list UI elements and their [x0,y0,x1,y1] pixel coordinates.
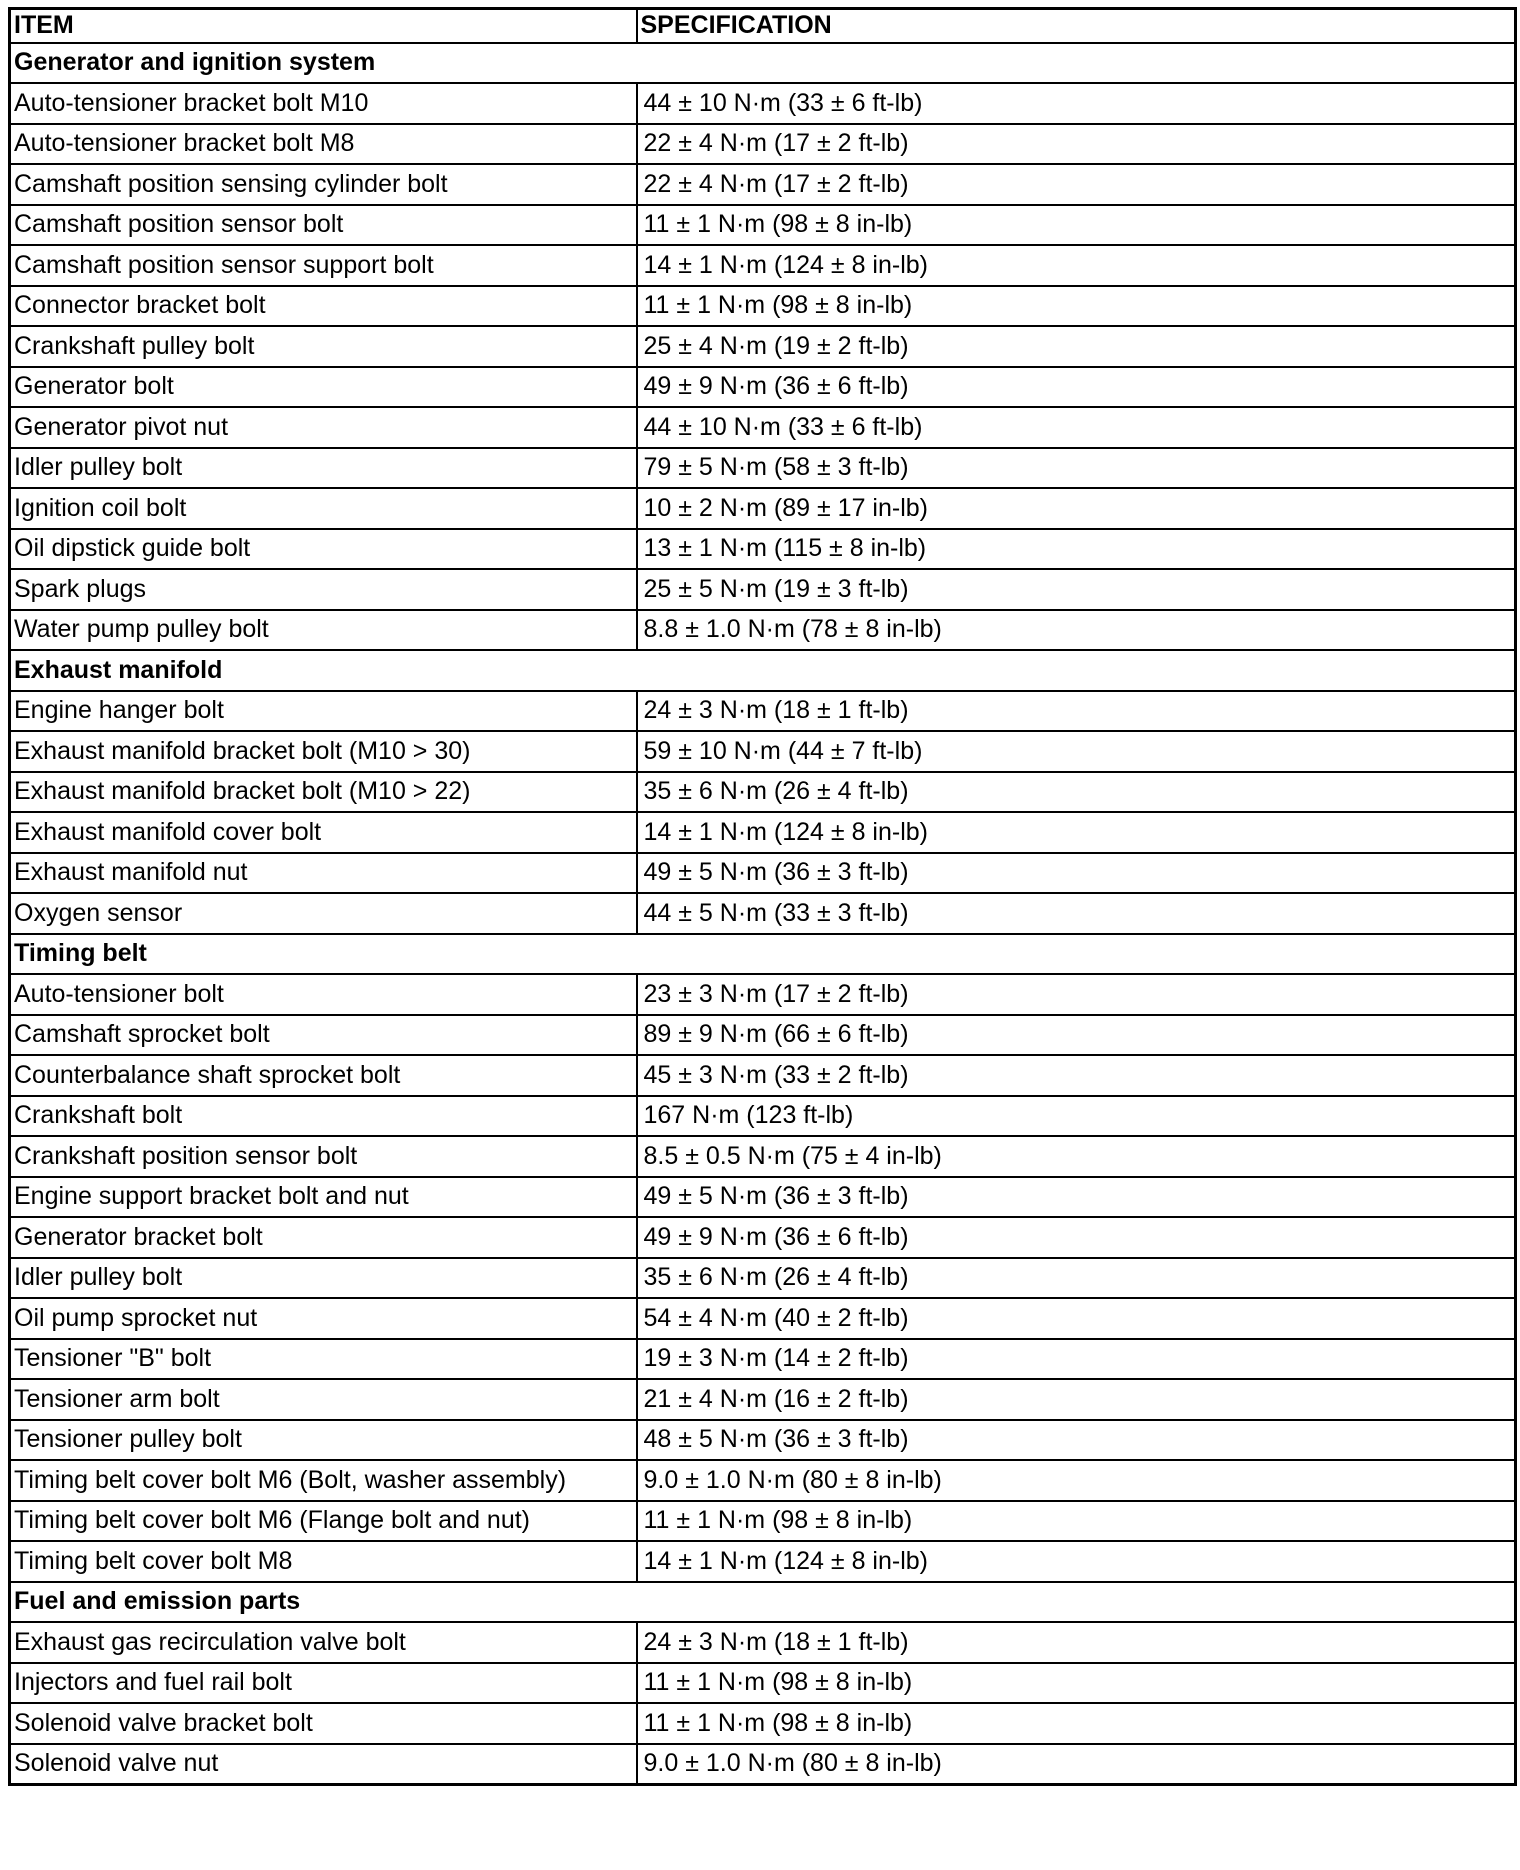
table-row [10,245,1516,286]
item-cell: Oil dipstick guide bolt [10,529,637,570]
specification-cell: 79 ± 5 N·m (58 ± 3 ft-lb) [637,448,1516,489]
table-row [10,974,1516,1015]
section-row [10,43,1516,84]
item-cell: Crankshaft pulley bolt [10,326,637,367]
specification-cell: 21 ± 4 N·m (16 ± 2 ft-lb) [637,1379,1516,1420]
table-row [10,731,1516,772]
specification-cell: 24 ± 3 N·m (18 ± 1 ft-lb) [637,1622,1516,1663]
specification-cell: 54 ± 4 N·m (40 ± 2 ft-lb) [637,1298,1516,1339]
specification-cell: 9.0 ± 1.0 N·m (80 ± 8 in-lb) [637,1744,1516,1785]
table-row [10,1298,1516,1339]
item-cell: Timing belt cover bolt M6 (Flange bolt and nut) [10,1501,637,1542]
table-row [10,1541,1516,1582]
table-row [10,812,1516,853]
item-cell: Exhaust manifold cover bolt [10,812,637,853]
section-title: Exhaust manifold [10,650,1516,691]
table-row [10,124,1516,165]
table-row [10,83,1516,124]
item-cell: Exhaust manifold nut [10,853,637,894]
specification-cell: 25 ± 4 N·m (19 ± 2 ft-lb) [637,326,1516,367]
table-row [10,1622,1516,1663]
item-cell: Generator bolt [10,367,637,408]
section-row [10,934,1516,975]
item-cell: Crankshaft position sensor bolt [10,1136,637,1177]
item-cell: Oxygen sensor [10,893,637,934]
item-cell: Idler pulley bolt [10,448,637,489]
column-header-specification: SPECIFICATION [637,9,1516,43]
item-cell: Camshaft sprocket bolt [10,1015,637,1056]
specification-cell: 49 ± 9 N·m (36 ± 6 ft-lb) [637,1217,1516,1258]
table-row [10,1217,1516,1258]
table-row [10,1460,1516,1501]
table-row [10,1015,1516,1056]
specification-cell: 14 ± 1 N·m (124 ± 8 in-lb) [637,812,1516,853]
specification-cell: 23 ± 3 N·m (17 ± 2 ft-lb) [637,974,1516,1015]
table-row [10,1339,1516,1380]
item-cell: Auto-tensioner bracket bolt M8 [10,124,637,165]
table-row [10,286,1516,327]
specification-cell: 14 ± 1 N·m (124 ± 8 in-lb) [637,1541,1516,1582]
item-cell: Generator pivot nut [10,407,637,448]
table-row [10,164,1516,205]
table-row [10,448,1516,489]
item-cell: Ignition coil bolt [10,488,637,529]
specification-cell: 22 ± 4 N·m (17 ± 2 ft-lb) [637,124,1516,165]
item-cell: Counterbalance shaft sprocket bolt [10,1055,637,1096]
specification-cell: 44 ± 10 N·m (33 ± 6 ft-lb) [637,83,1516,124]
specification-cell: 11 ± 1 N·m (98 ± 8 in-lb) [637,1501,1516,1542]
table-row [10,1663,1516,1704]
specification-cell: 8.5 ± 0.5 N·m (75 ± 4 in-lb) [637,1136,1516,1177]
item-cell: Tensioner pulley bolt [10,1420,637,1461]
table-row [10,407,1516,448]
specification-cell: 35 ± 6 N·m (26 ± 4 ft-lb) [637,1258,1516,1299]
table-row [10,1055,1516,1096]
item-cell: Exhaust manifold bracket bolt (M10 > 30) [10,731,637,772]
specification-cell: 19 ± 3 N·m (14 ± 2 ft-lb) [637,1339,1516,1380]
specification-cell: 11 ± 1 N·m (98 ± 8 in-lb) [637,286,1516,327]
specification-cell: 10 ± 2 N·m (89 ± 17 in-lb) [637,488,1516,529]
specification-cell: 59 ± 10 N·m (44 ± 7 ft-lb) [637,731,1516,772]
specification-cell: 49 ± 9 N·m (36 ± 6 ft-lb) [637,367,1516,408]
specification-cell: 49 ± 5 N·m (36 ± 3 ft-lb) [637,853,1516,894]
table-row [10,1136,1516,1177]
specification-cell: 44 ± 10 N·m (33 ± 6 ft-lb) [637,407,1516,448]
torque-spec-table [8,7,1517,1786]
specification-cell: 167 N·m (123 ft-lb) [637,1096,1516,1137]
item-cell: Oil pump sprocket nut [10,1298,637,1339]
specification-cell: 8.8 ± 1.0 N·m (78 ± 8 in-lb) [637,610,1516,651]
table-row [10,205,1516,246]
specification-cell: 11 ± 1 N·m (98 ± 8 in-lb) [637,205,1516,246]
table-row [10,1501,1516,1542]
item-cell: Auto-tensioner bracket bolt M10 [10,83,637,124]
item-cell: Camshaft position sensing cylinder bolt [10,164,637,205]
specification-cell: 11 ± 1 N·m (98 ± 8 in-lb) [637,1663,1516,1704]
specification-cell: 45 ± 3 N·m (33 ± 2 ft-lb) [637,1055,1516,1096]
table-row [10,326,1516,367]
specification-cell: 9.0 ± 1.0 N·m (80 ± 8 in-lb) [637,1460,1516,1501]
item-cell: Tensioner arm bolt [10,1379,637,1420]
table-row [10,1258,1516,1299]
item-cell: Camshaft position sensor support bolt [10,245,637,286]
table-row [10,488,1516,529]
item-cell: Solenoid valve bracket bolt [10,1703,637,1744]
item-cell: Tensioner "B" bolt [10,1339,637,1380]
table-row [10,610,1516,651]
item-cell: Timing belt cover bolt M8 [10,1541,637,1582]
table-row [10,367,1516,408]
table-row [10,772,1516,813]
item-cell: Spark plugs [10,569,637,610]
specification-cell: 13 ± 1 N·m (115 ± 8 in-lb) [637,529,1516,570]
table-body [10,43,1516,1785]
specification-cell: 22 ± 4 N·m (17 ± 2 ft-lb) [637,164,1516,205]
table-row [10,691,1516,732]
column-header-item: ITEM [10,9,637,43]
item-cell: Auto-tensioner bolt [10,974,637,1015]
item-cell: Connector bracket bolt [10,286,637,327]
section-title: Timing belt [10,934,1516,975]
table-row [10,853,1516,894]
table-row [10,1703,1516,1744]
table-row [10,893,1516,934]
item-cell: Water pump pulley bolt [10,610,637,651]
item-cell: Engine support bracket bolt and nut [10,1177,637,1218]
item-cell: Generator bracket bolt [10,1217,637,1258]
specification-cell: 11 ± 1 N·m (98 ± 8 in-lb) [637,1703,1516,1744]
specification-cell: 24 ± 3 N·m (18 ± 1 ft-lb) [637,691,1516,732]
table-row [10,529,1516,570]
item-cell: Crankshaft bolt [10,1096,637,1137]
table-row [10,1420,1516,1461]
section-title: Generator and ignition system [10,43,1516,84]
item-cell: Engine hanger bolt [10,691,637,732]
table-header-row [10,9,1516,43]
table-row [10,1744,1516,1785]
table-row [10,1096,1516,1137]
specification-cell: 48 ± 5 N·m (36 ± 3 ft-lb) [637,1420,1516,1461]
item-cell: Solenoid valve nut [10,1744,637,1785]
specification-cell: 25 ± 5 N·m (19 ± 3 ft-lb) [637,569,1516,610]
table-row [10,1379,1516,1420]
item-cell: Camshaft position sensor bolt [10,205,637,246]
item-cell: Injectors and fuel rail bolt [10,1663,637,1704]
section-title: Fuel and emission parts [10,1582,1516,1623]
table-row [10,569,1516,610]
specification-cell: 49 ± 5 N·m (36 ± 3 ft-lb) [637,1177,1516,1218]
specification-cell: 44 ± 5 N·m (33 ± 3 ft-lb) [637,893,1516,934]
section-row [10,650,1516,691]
specification-cell: 89 ± 9 N·m (66 ± 6 ft-lb) [637,1015,1516,1056]
specification-cell: 14 ± 1 N·m (124 ± 8 in-lb) [637,245,1516,286]
item-cell: Idler pulley bolt [10,1258,637,1299]
item-cell: Exhaust gas recirculation valve bolt [10,1622,637,1663]
specification-cell: 35 ± 6 N·m (26 ± 4 ft-lb) [637,772,1516,813]
section-row [10,1582,1516,1623]
item-cell: Exhaust manifold bracket bolt (M10 > 22) [10,772,637,813]
item-cell: Timing belt cover bolt M6 (Bolt, washer assembly) [10,1460,637,1501]
table-row [10,1177,1516,1218]
